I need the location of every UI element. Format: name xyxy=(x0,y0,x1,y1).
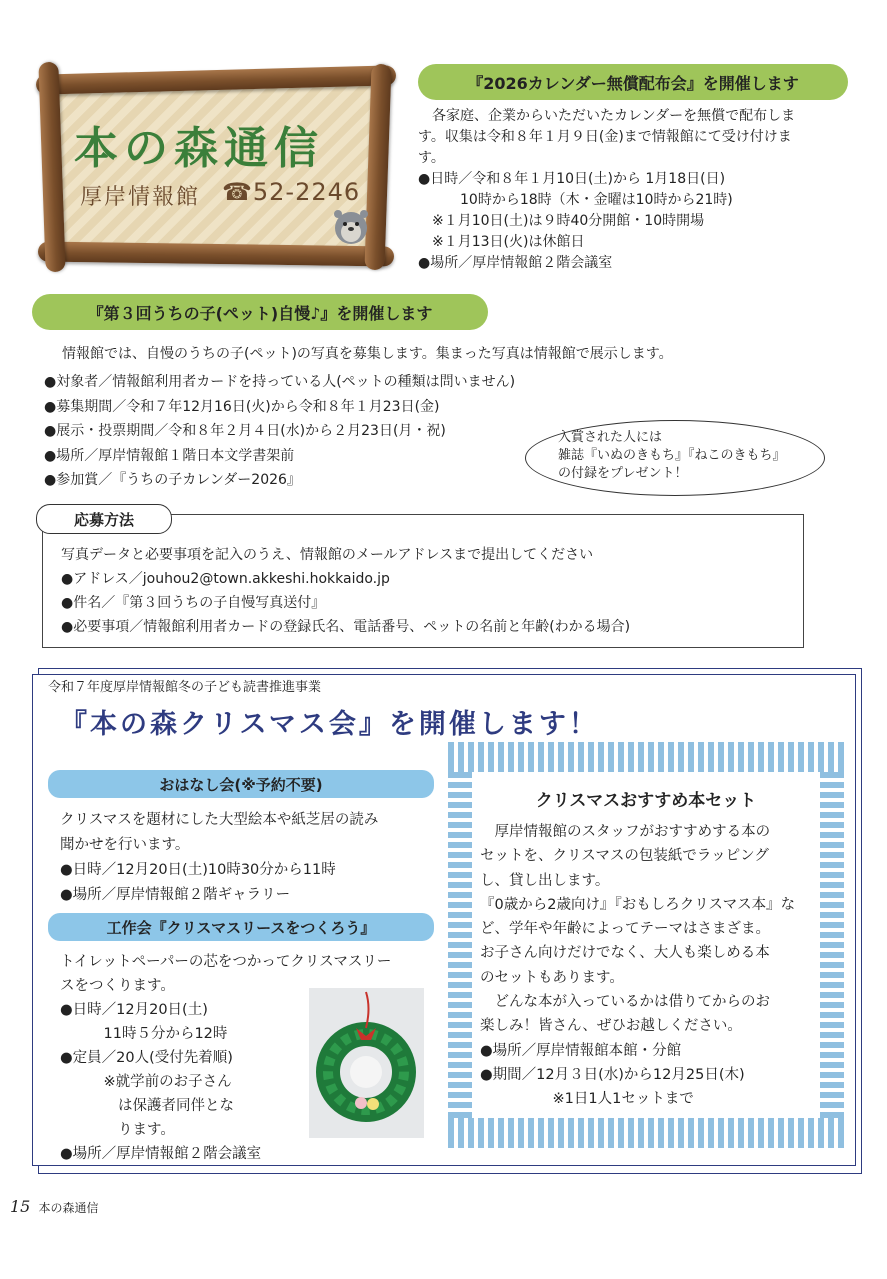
pet-heading: 『第３回うちの子(ペット)自慢♪』を開催します xyxy=(32,294,488,330)
logo-title: 本の森通信 xyxy=(74,123,324,174)
pet-items xyxy=(44,370,515,493)
film-strip-top xyxy=(448,742,844,772)
craft-line: ●日時／12月20日(土) xyxy=(60,1002,208,1018)
xmas-kicker: 令和７年度厚岸情報館冬の子ども読書推進事業 xyxy=(48,680,322,695)
books-line: 厚岸情報館のスタッフがおすすめする本の xyxy=(480,824,771,840)
calendar-line: ※１月13日(火)は休館日 xyxy=(418,234,585,250)
film-strip-right xyxy=(820,772,844,1118)
craft-line: ります。 xyxy=(60,1122,175,1138)
story-body xyxy=(60,808,378,908)
film-strip-left xyxy=(448,772,472,1118)
pet-item: ●参加賞／『うちの子カレンダー2026』 xyxy=(44,472,301,488)
apply-line: ●件名／『第３回うちの子自慢写真送付』 xyxy=(61,595,326,611)
calendar-line: す。収集は令和８年１月９日(金)まで情報館にて受け付けま xyxy=(418,129,792,145)
books-line: し、貸し出します。 xyxy=(480,872,610,889)
xmas-title: 『本の森クリスマス会』を開催します！ xyxy=(60,709,599,740)
prize-bubble xyxy=(525,420,825,496)
wreath-image xyxy=(309,988,424,1138)
wreath-photo xyxy=(309,988,424,1138)
calendar-body xyxy=(418,106,795,274)
story-line: ●日時／12月20日(土)10時30分から11時 xyxy=(60,862,336,878)
books-line: ど、学年や年齢によってテーマはさまざま。 xyxy=(480,921,770,938)
calendar-line: 10時から18時（木・金曜は10時から21時) xyxy=(418,192,733,208)
books-line: お子さん向けだけでなく、大人も楽しめる本 xyxy=(480,945,770,962)
books-line: ※1日1人1セットまで xyxy=(480,1091,694,1108)
bubble-line: 入賞された人には xyxy=(558,430,663,445)
calendar-line: ●日時／令和８年１月10日(土)から 1月18日(日) xyxy=(418,171,726,187)
calendar-heading: 『2026カレンダー無償配布会』を開催します xyxy=(418,64,848,100)
craft-line: トイレットペーパーの芯をつかってクリスマスリー xyxy=(60,954,392,970)
application-box xyxy=(42,514,804,648)
craft-line: ●定員／20人(受付先着順) xyxy=(60,1050,233,1066)
film-strip-bottom xyxy=(448,1118,844,1148)
craft-line: 11時５分から12時 xyxy=(60,1026,228,1042)
apply-line: 写真データと必要事項を記入のうえ、情報館のメールアドレスまで提出してください xyxy=(61,547,594,563)
page-number: 15 xyxy=(10,1197,31,1216)
story-line: ●場所／厚岸情報館２階ギャラリー xyxy=(60,887,291,903)
books-line: ●期間／12月３日(水)から12月25日(木) xyxy=(480,1066,745,1083)
pet-item: ●場所／厚岸情報館１階日本文学書架前 xyxy=(44,447,295,464)
calendar-line: す。 xyxy=(418,150,445,166)
logo-subtitle: 厚岸情報館 xyxy=(80,185,201,210)
calendar-line: ※１月10日(土)は９時40分開館・10時開場 xyxy=(418,213,705,229)
story-line: 聞かせを行います。 xyxy=(60,837,190,853)
story-heading: おはなし会(※予約不要) xyxy=(48,770,434,798)
calendar-line: 各家庭、企業からいただいたカレンダーを無償で配布しま xyxy=(418,108,796,124)
pet-item: ●募集期間／令和７年12月16日(火)から令和８年１月23日(金) xyxy=(44,398,440,415)
books-body xyxy=(480,820,795,1112)
application-tab: 応募方法 xyxy=(36,504,172,534)
pet-item: ●対象者／情報館利用者カードを持っている人(ペットの種類は問いません) xyxy=(44,374,516,390)
otter-mascot-icon xyxy=(330,202,372,246)
bubble-line: 雑誌『いぬのきもち』『ねこのきもち』 xyxy=(558,448,786,463)
calendar-line: ●場所／厚岸情報館２階会議室 xyxy=(418,255,613,271)
apply-email: ●アドレス／jouhou2@town.akkeshi.hokkaido.jp xyxy=(61,571,390,587)
logo-sign xyxy=(30,62,402,272)
pet-item: ●展示・投票期間／令和８年２月４日(水)から２月23日(月・祝) xyxy=(44,423,446,439)
books-line: セットを、クリスマスの包装紙でラッピング xyxy=(480,848,769,865)
footer-name: 本の森通信 xyxy=(38,1201,99,1215)
craft-heading: 工作会『クリスマスリースをつくろう』 xyxy=(48,913,434,941)
craft-line: ※就学前のお子さん xyxy=(60,1074,232,1090)
craft-line: ●場所／厚岸情報館２階会議室 xyxy=(60,1146,262,1162)
books-heading: クリスマスおすすめ本セット xyxy=(535,791,757,811)
books-line: ●場所／厚岸情報館本館・分館 xyxy=(480,1042,682,1059)
books-line: 『0歳から2歳向け』『おもしろクリスマス本』な xyxy=(480,896,796,913)
page-footer xyxy=(10,1197,99,1216)
pet-intro: 情報館では、自慢のうちの子(ペット)の写真を募集します。集まった写真は情報館で展示します。 xyxy=(62,346,673,362)
bubble-line: の付録をプレゼント！ xyxy=(558,466,688,481)
craft-line: は保護者同伴とな xyxy=(60,1098,234,1114)
books-line: のセットもあります。 xyxy=(480,969,624,986)
apply-line: ●必要事項／情報館利用者カードの登録氏名、電話番号、ペットの名前と年齢(わかる場合) xyxy=(61,619,631,635)
story-line: クリスマスを題材にした大型絵本や紙芝居の読み xyxy=(60,812,379,828)
books-line: どんな本が入っているかは借りてからのお xyxy=(480,994,770,1011)
craft-line: スをつくります。 xyxy=(60,978,175,994)
logo-phone: ☎52-2246 xyxy=(222,178,361,206)
books-line: 楽しみ！皆さん、ぜひお越しください。 xyxy=(480,1018,742,1035)
